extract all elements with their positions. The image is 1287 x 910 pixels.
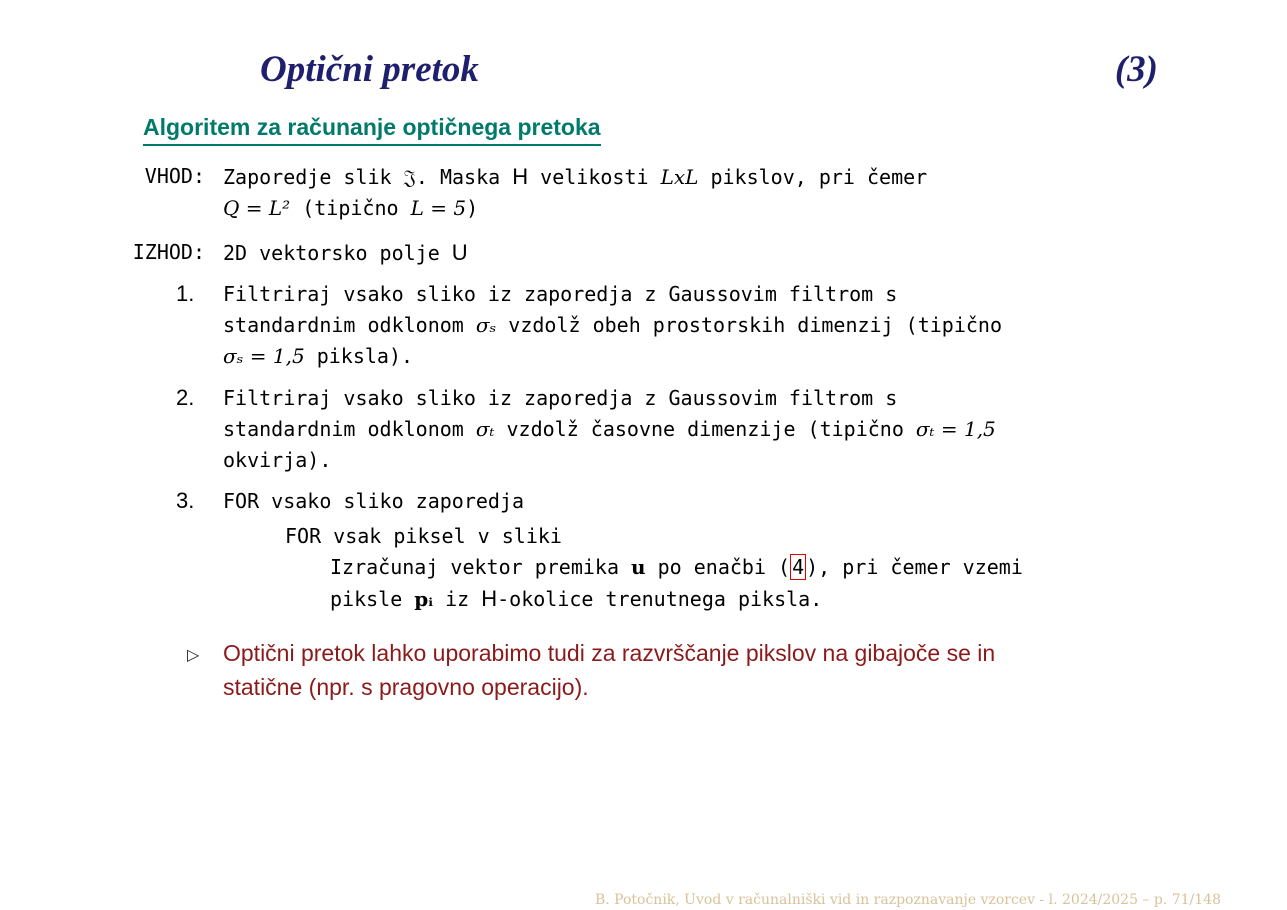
step-3-line-3 xyxy=(330,555,1023,579)
step-1-text-c: piksla). xyxy=(304,344,414,368)
step-3-line-4 xyxy=(330,586,822,612)
step-1-text-b: vzdolž obeh prostorskih dimenzij (tipično xyxy=(496,313,1002,337)
note-text xyxy=(223,636,995,704)
sigma-t-symbol: σₜ xyxy=(475,417,495,441)
input-text-a: Zaporedje slik xyxy=(223,165,404,189)
input-label: VHOD: xyxy=(144,164,205,188)
slide-title: Optični pretok xyxy=(260,49,479,90)
field-symbol: U xyxy=(451,240,468,265)
size-math: LxL xyxy=(660,165,699,189)
input-text-c: velikosti xyxy=(528,165,661,189)
mask-h-symbol: H xyxy=(481,586,498,611)
fraktur-symbol: 𝔍 xyxy=(403,165,416,189)
input-text-d: pikslov, pri čemer xyxy=(698,165,928,189)
equation-ref-link[interactable]: 4 xyxy=(792,555,805,579)
input-text-f: ) xyxy=(466,196,479,220)
step-3-text-d: piksle xyxy=(330,587,415,611)
mask-symbol: H xyxy=(512,164,529,189)
step-1-number: 1. xyxy=(176,281,195,306)
input-line-1 xyxy=(223,164,927,190)
step-3-number: 3. xyxy=(176,488,195,513)
l-equation: L = 5 xyxy=(410,196,467,220)
step-2-text-a: standardnim odklonom xyxy=(223,417,476,441)
output-text: 2D vektorsko polje xyxy=(223,241,452,265)
input-line-2 xyxy=(223,196,478,220)
sigma-s-symbol: σₛ xyxy=(475,313,497,337)
step-1-line-1: Filtriraj vsako sliko iz zaporedja z Gaussovim filtrom s xyxy=(223,282,898,306)
step-2-text-b: vzdolž časovne dimenzije (tipično xyxy=(494,417,916,441)
u-vector-symbol: u xyxy=(631,555,646,579)
sigma-t-equation: σₜ = 1,5 xyxy=(915,417,996,441)
step-1-line-3 xyxy=(223,344,413,368)
section-subtitle: Algoritem za računanje optičnega pretoka xyxy=(143,114,601,146)
step-1-line-2 xyxy=(223,313,1002,337)
sigma-s-equation: σₛ = 1,5 xyxy=(223,344,305,368)
step-3-text-e: iz xyxy=(433,587,482,611)
output-label: IZHOD: xyxy=(132,240,205,264)
input-text-e: (tipično xyxy=(290,196,411,220)
output-line xyxy=(223,240,468,266)
triangle-bullet-icon: ▷ xyxy=(187,647,200,664)
note-line-1: Optični pretok lahko uporabimo tudi za razvrščanje pikslov na gibajoče se in xyxy=(223,640,996,666)
note-line-2: statične (npr. s pragovno operacijo). xyxy=(223,674,589,700)
input-text-b: . Maska xyxy=(415,165,513,189)
slide-number-title: (3) xyxy=(1114,49,1158,90)
step-1-text-a: standardnim odklonom xyxy=(223,313,476,337)
step-3-line-2: FOR vsak piksel v sliki xyxy=(285,524,562,548)
step-2-line-3: okvirja). xyxy=(223,448,332,472)
page-footer: B. Potočnik, Uvod v računalniški vid in razpoznavanje vzorcev - l. 2024/2025 – p. 71/148 xyxy=(594,892,1221,908)
q-equation: Q = L² xyxy=(223,196,291,220)
step-3-text-c: ), pri čemer vzemi xyxy=(806,555,1023,579)
step-2-line-1: Filtriraj vsako sliko iz zaporedja z Gaussovim filtrom s xyxy=(223,386,898,410)
step-3-text-a: Izračunaj vektor premika xyxy=(330,555,632,579)
step-2-line-2 xyxy=(223,417,996,441)
p-i-symbol: pᵢ xyxy=(414,587,434,611)
step-2-number: 2. xyxy=(176,385,195,410)
step-3-text-f: -okolice trenutnega piksla. xyxy=(497,587,823,611)
step-3-line-1: FOR vsako sliko zaporedja xyxy=(223,489,525,513)
step-3-text-b: po enačbi ( xyxy=(645,555,791,579)
